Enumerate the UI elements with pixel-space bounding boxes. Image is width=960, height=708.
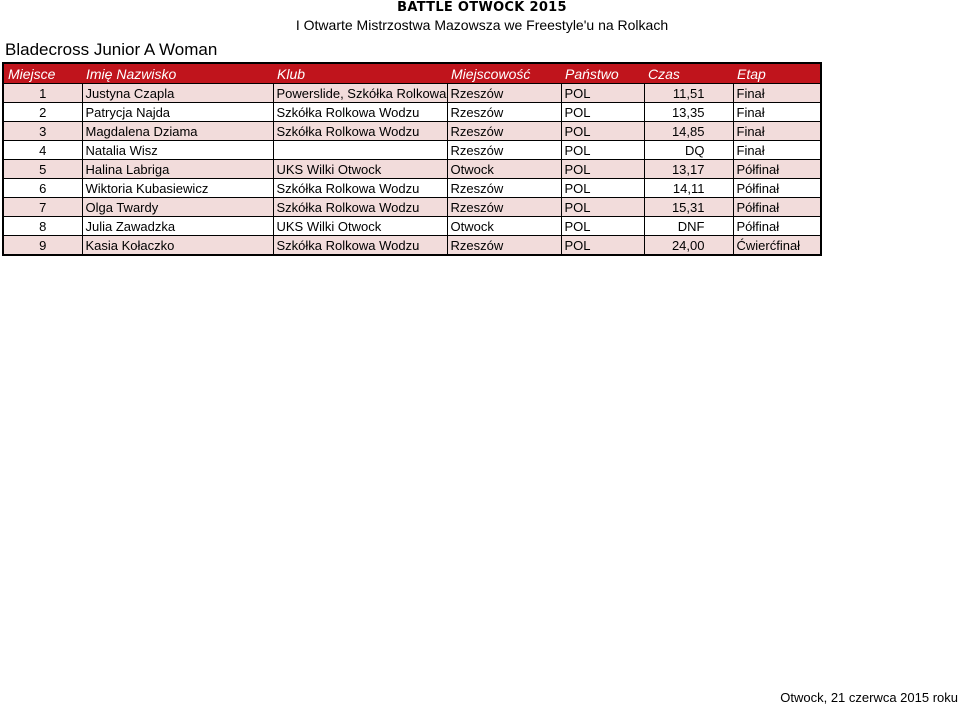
- name-cell: Patrycja Najda: [82, 103, 273, 122]
- club-cell: UKS Wilki Otwock: [273, 217, 447, 236]
- country-cell: POL: [561, 179, 644, 198]
- country-cell: POL: [561, 84, 644, 103]
- city-cell: Rzeszów: [447, 122, 561, 141]
- country-cell: POL: [561, 217, 644, 236]
- table-row: [3, 198, 821, 217]
- club-cell: Szkółka Rolkowa Wodzu: [273, 236, 447, 256]
- table-row: [3, 122, 821, 141]
- event-subtitle: I Otwarte Mistrzostwa Mazowsza we Freestyle'u na Rolkach: [295, 17, 669, 33]
- place-cell: 2: [3, 103, 82, 122]
- club-cell: Szkółka Rolkowa Wodzu: [273, 179, 447, 198]
- stage-cell: Finał: [733, 84, 821, 103]
- place-cell: 8: [3, 217, 82, 236]
- category-title: Bladecross Junior A Woman: [5, 40, 218, 59]
- place-cell: 1: [3, 84, 82, 103]
- city-cell: Rzeszów: [447, 103, 561, 122]
- city-cell: Rzeszów: [447, 198, 561, 217]
- club-cell: Szkółka Rolkowa Wodzu: [273, 103, 447, 122]
- name-cell: Kasia Kołaczko: [82, 236, 273, 256]
- place-cell: 9: [3, 236, 82, 256]
- city-cell: Rzeszów: [447, 84, 561, 103]
- col-header-name: Imię Nazwisko: [82, 63, 273, 84]
- country-cell: POL: [561, 122, 644, 141]
- col-header-country: Państwo: [561, 63, 644, 84]
- country-cell: POL: [561, 103, 644, 122]
- city-cell: Rzeszów: [447, 236, 561, 256]
- stage-cell: Finał: [733, 122, 821, 141]
- place-cell: 3: [3, 122, 82, 141]
- club-cell: UKS Wilki Otwock: [273, 160, 447, 179]
- place-cell: 5: [3, 160, 82, 179]
- stage-cell: Finał: [733, 103, 821, 122]
- club-cell: Powerslide, Szkółka Rolkowa: [273, 84, 447, 103]
- time-cell: DQ: [644, 141, 733, 160]
- name-cell: Justyna Czapla: [82, 84, 273, 103]
- time-cell: 24,00: [644, 236, 733, 256]
- name-cell: Wiktoria Kubasiewicz: [82, 179, 273, 198]
- col-header-place: Miejsce: [3, 63, 82, 84]
- time-cell: DNF: [644, 217, 733, 236]
- city-cell: Rzeszów: [447, 141, 561, 160]
- table-header-row: [3, 63, 821, 84]
- name-cell: Julia Zawadzka: [82, 217, 273, 236]
- city-cell: Otwock: [447, 160, 561, 179]
- table-row: [3, 141, 821, 160]
- name-cell: Olga Twardy: [82, 198, 273, 217]
- name-cell: Magdalena Dziama: [82, 122, 273, 141]
- stage-cell: Ćwierćfinał: [733, 236, 821, 256]
- place-cell: 6: [3, 179, 82, 198]
- city-cell: Otwock: [447, 217, 561, 236]
- col-header-stage: Etap: [733, 63, 821, 84]
- place-cell: 4: [3, 141, 82, 160]
- table-row: [3, 217, 821, 236]
- country-cell: POL: [561, 141, 644, 160]
- footer-place-date: Otwock, 21 czerwca 2015 roku: [780, 690, 958, 705]
- stage-cell: Półfinał: [733, 198, 821, 217]
- country-cell: POL: [561, 236, 644, 256]
- stage-cell: Półfinał: [733, 179, 821, 198]
- table-row: [3, 103, 821, 122]
- event-title: BATTLE OTWOCK 2015: [397, 0, 567, 15]
- club-cell: Szkółka Rolkowa Wodzu: [273, 198, 447, 217]
- country-cell: POL: [561, 160, 644, 179]
- table-row: [3, 236, 821, 256]
- time-cell: 13,17: [644, 160, 733, 179]
- stage-cell: Półfinał: [733, 217, 821, 236]
- city-cell: Rzeszów: [447, 179, 561, 198]
- country-cell: POL: [561, 198, 644, 217]
- place-cell: 7: [3, 198, 82, 217]
- name-cell: Halina Labriga: [82, 160, 273, 179]
- col-header-club: Klub: [273, 63, 447, 84]
- time-cell: 11,51: [644, 84, 733, 103]
- club-cell: [273, 141, 447, 160]
- time-cell: 14,11: [644, 179, 733, 198]
- time-cell: 13,35: [644, 103, 733, 122]
- stage-cell: Finał: [733, 141, 821, 160]
- club-cell: Szkółka Rolkowa Wodzu: [273, 122, 447, 141]
- table-row: [3, 179, 821, 198]
- table-row: [3, 160, 821, 179]
- table-row: [3, 84, 821, 103]
- time-cell: 15,31: [644, 198, 733, 217]
- stage-cell: Półfinał: [733, 160, 821, 179]
- col-header-time: Czas: [644, 63, 733, 84]
- name-cell: Natalia Wisz: [82, 141, 273, 160]
- col-header-city: Miejscowość: [447, 63, 561, 84]
- results-table: [2, 62, 822, 256]
- time-cell: 14,85: [644, 122, 733, 141]
